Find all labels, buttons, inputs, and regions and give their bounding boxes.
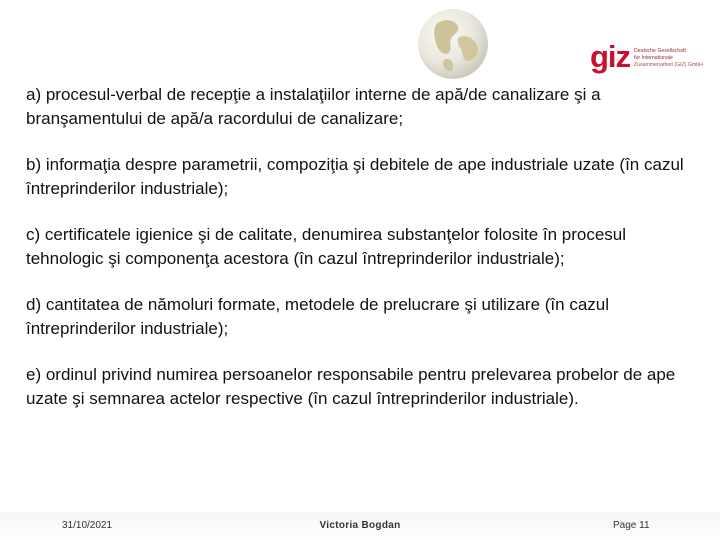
list-item-b: b) informaţia despre parametrii, compoziţia şi debitele de ape industriale uzate (în cazul întreprinderilor industriale); xyxy=(26,155,684,198)
slide-content xyxy=(26,83,706,433)
list-item-a: a) procesul-verbal de recepţie a instalaţiilor interne de apă/de canalizare şi a branşamentului de apă/a racordului de canalizare; xyxy=(26,85,601,128)
giz-logo xyxy=(590,39,703,78)
list-item-d: d) cantitatea de nămoluri formate, metodele de prelucrare şi utilizare (în cazul întreprinderilor industriale); xyxy=(26,295,610,338)
slide-footer xyxy=(0,520,720,536)
list-item-e: e) ordinul privind numirea persoanelor responsabile pentru prelevarea probelor de ape uzate şi semnarea actelor respective (în cazul întreprinderilor industriale). xyxy=(26,365,676,408)
giz-logo-line-1: Deutsche Gesellschaft xyxy=(634,48,686,54)
footer-author: Victoria Bogdan xyxy=(319,520,401,531)
globe-icon xyxy=(415,6,491,82)
giz-logo-line-3: Zusammenarbeit (GIZ) GmbH xyxy=(634,62,703,68)
giz-logo-text xyxy=(634,48,702,69)
list-item-c: c) certificatele igienice şi de calitate, denumirea substanţelor folosite în procesul tehnologic şi componenţa acestora (în cazul întreprinderilor industriale); xyxy=(26,225,627,268)
giz-logo-line-2: für Internationale xyxy=(634,55,673,61)
footer-date: 31/10/2021 xyxy=(62,520,113,531)
giz-logo-mark: giz xyxy=(590,39,631,74)
footer-page-number: Page 11 xyxy=(613,520,650,531)
